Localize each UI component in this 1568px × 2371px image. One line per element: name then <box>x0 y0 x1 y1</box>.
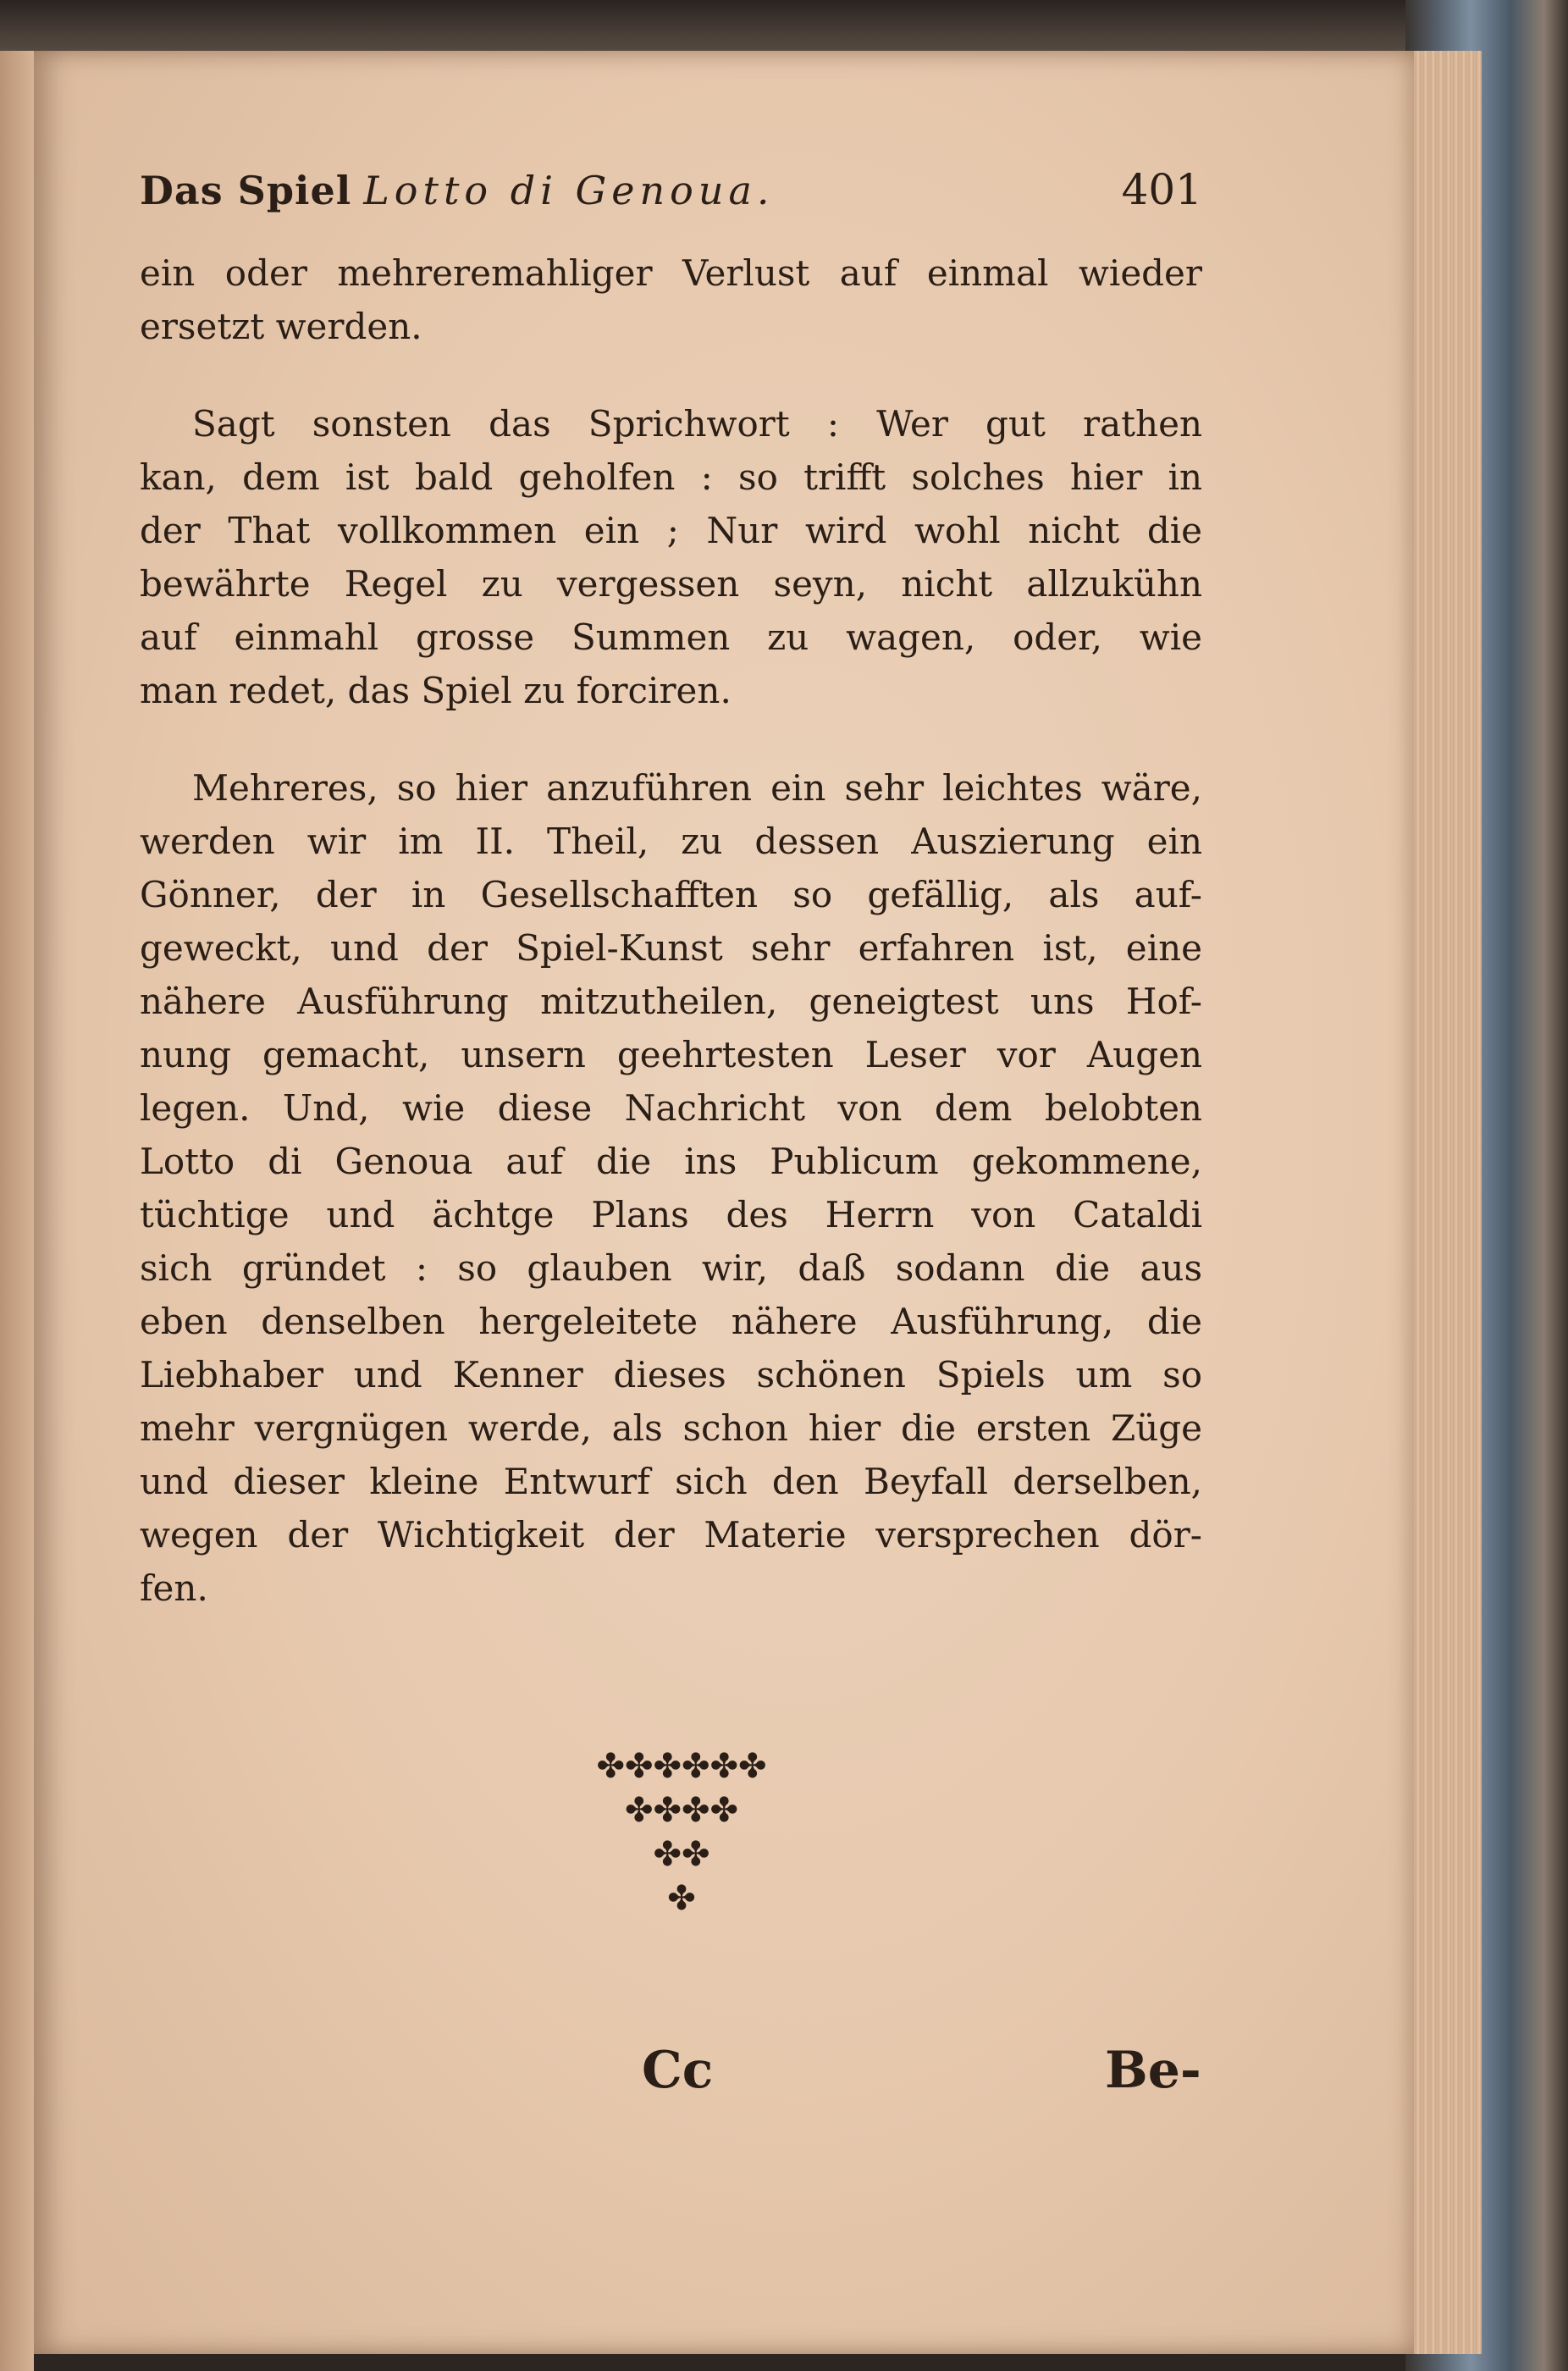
text-line: eben denselben hergeleitete nähere Ausführung, die <box>140 1301 1202 1342</box>
text-line: nähere Ausführung mitzutheilen, geneigtest uns Hof- <box>140 981 1202 1022</box>
text-line: fen. <box>140 1567 208 1609</box>
text-line: kan, dem ist bald geholfen : so trifft solches hier in <box>140 456 1202 498</box>
text-line: Gönner, der in Gesellschafften so gefällig, als auf- <box>140 874 1202 915</box>
page-edges <box>1405 51 1482 2354</box>
text-line: und dieser kleine Entwurf sich den Beyfall derselben, <box>140 1461 1202 1502</box>
ornament-row: ✤✤✤✤✤✤ <box>596 1747 767 1786</box>
text-line: auf einmahl grosse Summen zu wagen, oder, wie <box>140 616 1202 658</box>
ornament-row: ✤✤✤✤ <box>624 1791 739 1830</box>
text-line: legen. Und, wie diese Nachricht von dem belobten <box>140 1087 1202 1129</box>
text-line: Lotto di Genoua auf die ins Publicum gekommene, <box>140 1141 1202 1182</box>
catchword: Be- <box>1105 2041 1201 2100</box>
paragraph-3 <box>140 761 1202 1615</box>
text-line: Sagt sonsten das Sprichwort : Wer gut rathen <box>192 403 1202 445</box>
paragraph-2 <box>140 397 1202 717</box>
text-line: man redet, das Spiel zu forciren. <box>140 670 732 711</box>
text-line: nung gemacht, unsern geehrtesten Leser vor Augen <box>140 1034 1202 1075</box>
ornament-row: ✤ <box>667 1879 696 1918</box>
left-page-edge <box>0 51 34 2371</box>
text-line: geweckt, und der Spiel-Kunst sehr erfahren ist, eine <box>140 927 1202 969</box>
header-title-fraktur: Das Spiel <box>140 168 352 213</box>
text-line: Liebhaber und Kenner dieses schönen Spiels um so <box>140 1354 1202 1396</box>
signature-mark: Cc <box>642 2041 714 2100</box>
text-line: der That vollkommen ein ; Nur wird wohl nicht die <box>140 510 1202 551</box>
text-line: sich gründet : so glauben wir, daß sodann die aus <box>140 1247 1202 1289</box>
text-line: mehr vergnügen werde, als schon hier die ersten Züge <box>140 1407 1202 1449</box>
text-line: ersetzt werden. <box>140 306 422 347</box>
paragraph-1 <box>140 246 1202 353</box>
text-line: werden wir im II. Theil, zu dessen Auszierung ein <box>140 821 1202 862</box>
printers-ornament <box>529 1744 834 1921</box>
text-line: tüchtige und ächtge Plans des Herrn von Cataldi <box>140 1194 1202 1235</box>
text-line: bewährte Regel zu vergessen seyn, nicht allzukühn <box>140 563 1202 605</box>
page-number: 401 <box>1121 165 1202 214</box>
ornament-row: ✤✤ <box>653 1835 710 1874</box>
running-header <box>140 165 1202 228</box>
text-line: ein oder mehreremahliger Verlust auf einmal wieder <box>140 252 1202 294</box>
text-block <box>140 165 1202 1659</box>
text-line: Mehreres, so hier anzuführen ein sehr leichtes wäre, <box>192 767 1202 809</box>
book-page <box>34 51 1414 2354</box>
text-line: wegen der Wichtigkeit der Materie versprechen dör- <box>140 1514 1202 1556</box>
header-title-italic: Lotto di Genoua. <box>363 168 775 213</box>
header-title <box>140 168 775 213</box>
